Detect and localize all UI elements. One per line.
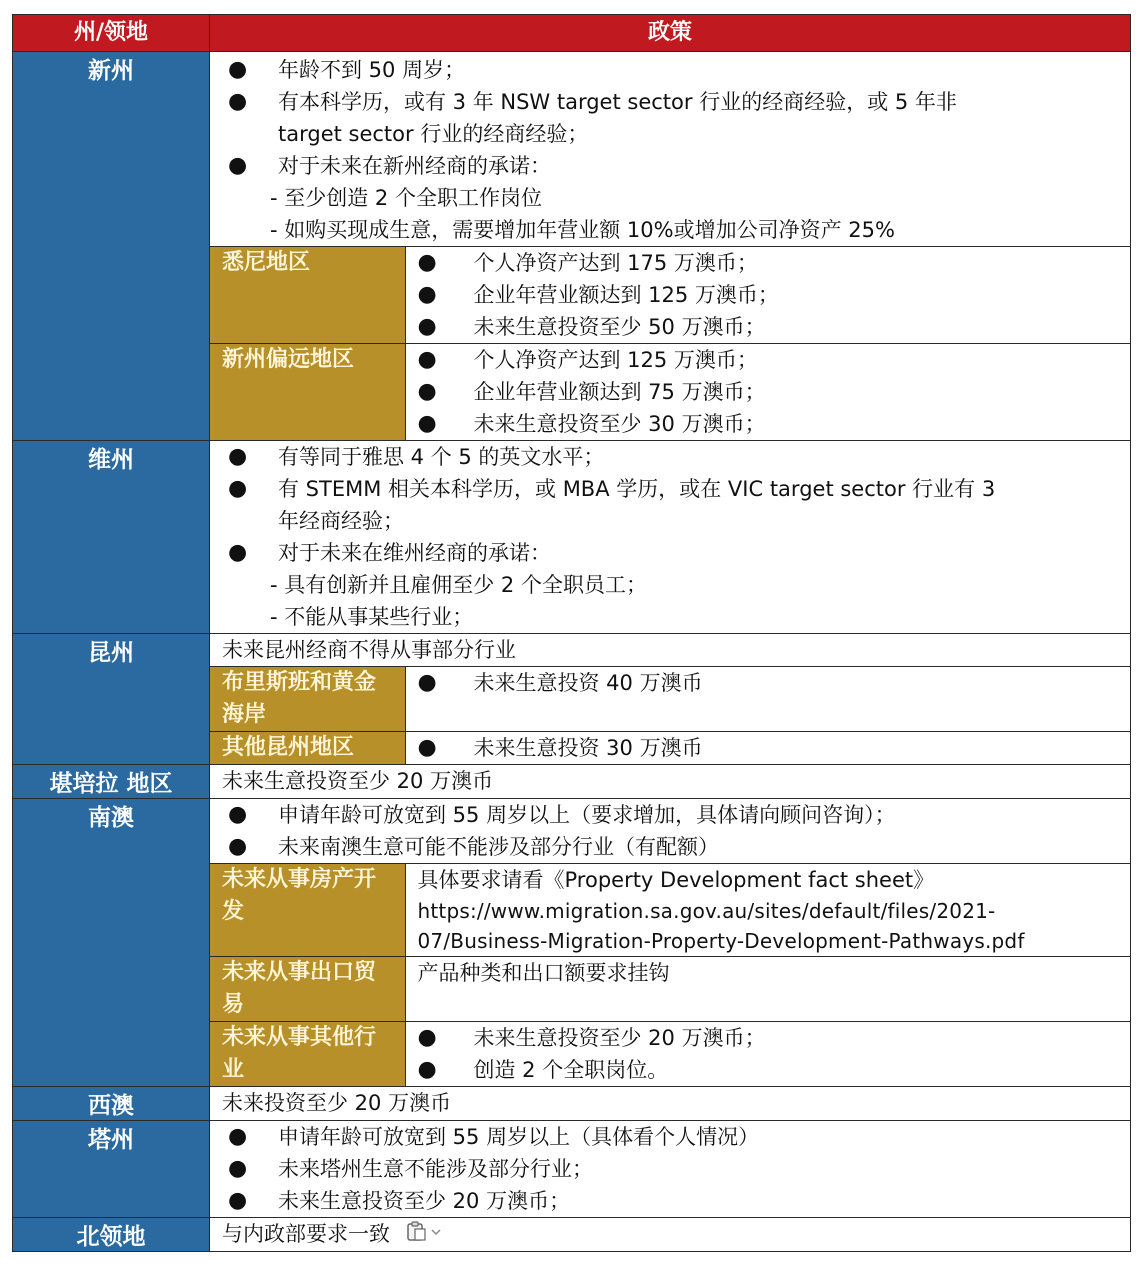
fact-sheet-url-part1[interactable]: https://www.migration.sa.gov.au/sites/default/files/2021- — [417, 899, 996, 923]
bullet-icon: ● — [417, 379, 437, 404]
bullet-icon: ● — [417, 314, 437, 339]
bullet-icon: ● — [228, 834, 248, 859]
nt-text: 与内政部要求一致 — [222, 1222, 390, 1246]
list-item: ● 年龄不到 50 周岁； — [210, 54, 1130, 86]
nt-line — [210, 1218, 1130, 1251]
sa-export-trade: 未来从事出口贸易 — [210, 957, 405, 1022]
row-vic — [13, 441, 1131, 634]
list-item: ● 申请年龄可放宽到 55 周岁以上（要求增加，具体请向顾问咨询）； — [210, 799, 1130, 831]
policy-act — [210, 765, 1131, 799]
list-item: ● 申请年龄可放宽到 55 周岁以上（具体看个人情况） — [210, 1121, 1130, 1153]
act-text: 未来生意投资至少 20 万澳币 — [222, 769, 494, 793]
sa-property-development: 未来从事房产开发 — [210, 864, 405, 957]
region-other-qld: 其他昆州地区 — [210, 732, 405, 765]
region-row — [210, 957, 1130, 1022]
qld-intro: 未来昆州经商不得从事部分行业 — [222, 638, 516, 662]
list-item: ● 未来生意投资 40 万澳币 — [406, 667, 1131, 699]
policy-sa — [210, 799, 1131, 1087]
bullet-icon: ● — [228, 1188, 248, 1213]
policy-vic — [210, 441, 1131, 634]
row-wa — [13, 1087, 1131, 1121]
list-item: ● 对于未来在新州经商的承诺： — [210, 150, 1130, 182]
bullet-icon: ● — [228, 1124, 248, 1149]
bullet-icon: ● — [417, 1057, 437, 1082]
list-item: ● 有等同于雅思 4 个 5 的英文水平； — [210, 441, 1130, 473]
state-tas: 塔州 — [13, 1121, 210, 1218]
nsw-regions — [210, 246, 1130, 440]
region-other-qld-items — [405, 732, 1130, 765]
bullet-icon: ● — [228, 444, 248, 469]
state-vic: 维州 — [13, 441, 210, 634]
region-row — [210, 344, 1130, 441]
list-item: ● 未来生意投资至少 50 万澳币； — [406, 311, 1131, 343]
state-nt: 北领地 — [13, 1218, 210, 1252]
state-wa: 西澳 — [13, 1087, 210, 1121]
list-item: ● 企业年营业额达到 75 万澳币； — [406, 376, 1131, 408]
region-row — [210, 732, 1130, 765]
sa-regions — [210, 863, 1130, 1086]
policy-wa — [210, 1087, 1131, 1121]
sa-property-details — [405, 864, 1130, 957]
wa-text: 未来投资至少 20 万澳币 — [222, 1091, 452, 1115]
fact-sheet-text: 具体要求请看《Property Development fact sheet》 — [417, 868, 935, 892]
row-nsw — [13, 52, 1131, 441]
sa-other-industry: 未来从事其他行业 — [210, 1022, 405, 1087]
policy-nsw — [210, 52, 1131, 441]
bullet-icon: ● — [228, 57, 248, 82]
row-sa — [13, 799, 1131, 1087]
bullet-icon: ● — [417, 347, 437, 372]
list-item: ● 个人净资产达到 175 万澳币； — [406, 247, 1131, 279]
region-sydney-items — [405, 247, 1130, 344]
region-row — [210, 864, 1130, 957]
bullet-icon: ● — [228, 540, 248, 565]
sa-export-details — [405, 957, 1130, 1022]
list-item: ● 未来塔州生意不能涉及部分行业； — [210, 1153, 1130, 1185]
policy-table — [12, 14, 1131, 1252]
list-item: ● 有 STEMM 相关本科学历，或 MBA 学历，或在 VIC target sector 行业有 3 — [210, 473, 1130, 505]
policy-qld — [210, 634, 1131, 765]
list-item: ● 个人净资产达到 125 万澳币； — [406, 344, 1131, 376]
export-text: 产品种类和出口额要求挂钩 — [417, 961, 670, 985]
region-row — [210, 1022, 1130, 1087]
sub-item: - 具有创新并且雇佣至少 2 个全职员工； — [270, 573, 647, 597]
header-row — [13, 15, 1131, 52]
list-item: ● 有本科学历，或有 3 年 NSW target sector 行业的经商经验，或 5 年非 — [210, 86, 1130, 118]
sub-item: - 如购买现成生意，需要增加年营业额 10%或增加公司净资产 25% — [270, 218, 895, 242]
qld-regions — [210, 666, 1130, 764]
paste-options-icon[interactable] — [405, 1219, 445, 1251]
row-nt — [13, 1218, 1131, 1252]
list-item: ● 未来南澳生意可能不能涉及部分行业（有配额） — [210, 831, 1130, 863]
region-row — [210, 667, 1130, 732]
region-brisbane-gold-coast: 布里斯班和黄金海岸 — [210, 667, 405, 732]
region-row — [210, 247, 1130, 344]
list-item-continuation: target sector 行业的经商经验； — [278, 122, 589, 146]
row-tas — [13, 1121, 1131, 1218]
list-item-continuation: 年经商经验； — [278, 509, 404, 533]
list-item: ● 未来生意投资至少 20 万澳币； — [406, 1022, 1131, 1054]
sa-other-details — [405, 1022, 1130, 1087]
region-sydney: 悉尼地区 — [210, 247, 405, 344]
policy-table-frame — [12, 14, 1130, 1252]
policy-nt — [210, 1218, 1131, 1252]
bullet-icon: ● — [228, 89, 248, 114]
bullet-icon: ● — [228, 153, 248, 178]
sub-item: - 至少创造 2 个全职工作岗位 — [270, 186, 542, 210]
bullet-icon: ● — [417, 411, 437, 436]
bullet-icon: ● — [417, 670, 437, 695]
region-brisbane-items — [405, 667, 1130, 732]
list-item: ● 未来生意投资至少 30 万澳币； — [406, 408, 1131, 440]
bullet-icon: ● — [417, 250, 437, 275]
list-item: ● 对于未来在维州经商的承诺： — [210, 537, 1130, 569]
bullet-icon: ● — [417, 282, 437, 307]
list-item: ● 未来生意投资至少 20 万澳币； — [210, 1185, 1130, 1217]
state-sa: 南澳 — [13, 799, 210, 1087]
state-nsw: 新州 — [13, 52, 210, 441]
list-item: ● 企业年营业额达到 125 万澳币； — [406, 279, 1131, 311]
region-nsw-remote: 新州偏远地区 — [210, 344, 405, 441]
bullet-icon: ● — [417, 735, 437, 760]
bullet-icon: ● — [228, 476, 248, 501]
bullet-icon: ● — [228, 1156, 248, 1181]
header-state: 州/领地 — [13, 15, 210, 52]
bullet-icon: ● — [228, 802, 248, 827]
row-act — [13, 765, 1131, 799]
sub-item: - 不能从事某些行业； — [270, 605, 474, 629]
list-item: ● 未来生意投资 30 万澳币 — [406, 732, 1131, 764]
region-nsw-remote-items — [405, 344, 1130, 441]
header-policy: 政策 — [210, 15, 1131, 52]
bullet-icon: ● — [417, 1025, 437, 1050]
list-item: ● 创造 2 个全职岗位。 — [406, 1054, 1131, 1086]
state-qld: 昆州 — [13, 634, 210, 765]
row-qld — [13, 634, 1131, 765]
policy-tas — [210, 1121, 1131, 1218]
fact-sheet-url-part2[interactable]: 07/Business-Migration-Property-Development-Pathways.pdf — [417, 929, 1025, 953]
state-act: 堪培拉 地区 — [13, 765, 210, 799]
